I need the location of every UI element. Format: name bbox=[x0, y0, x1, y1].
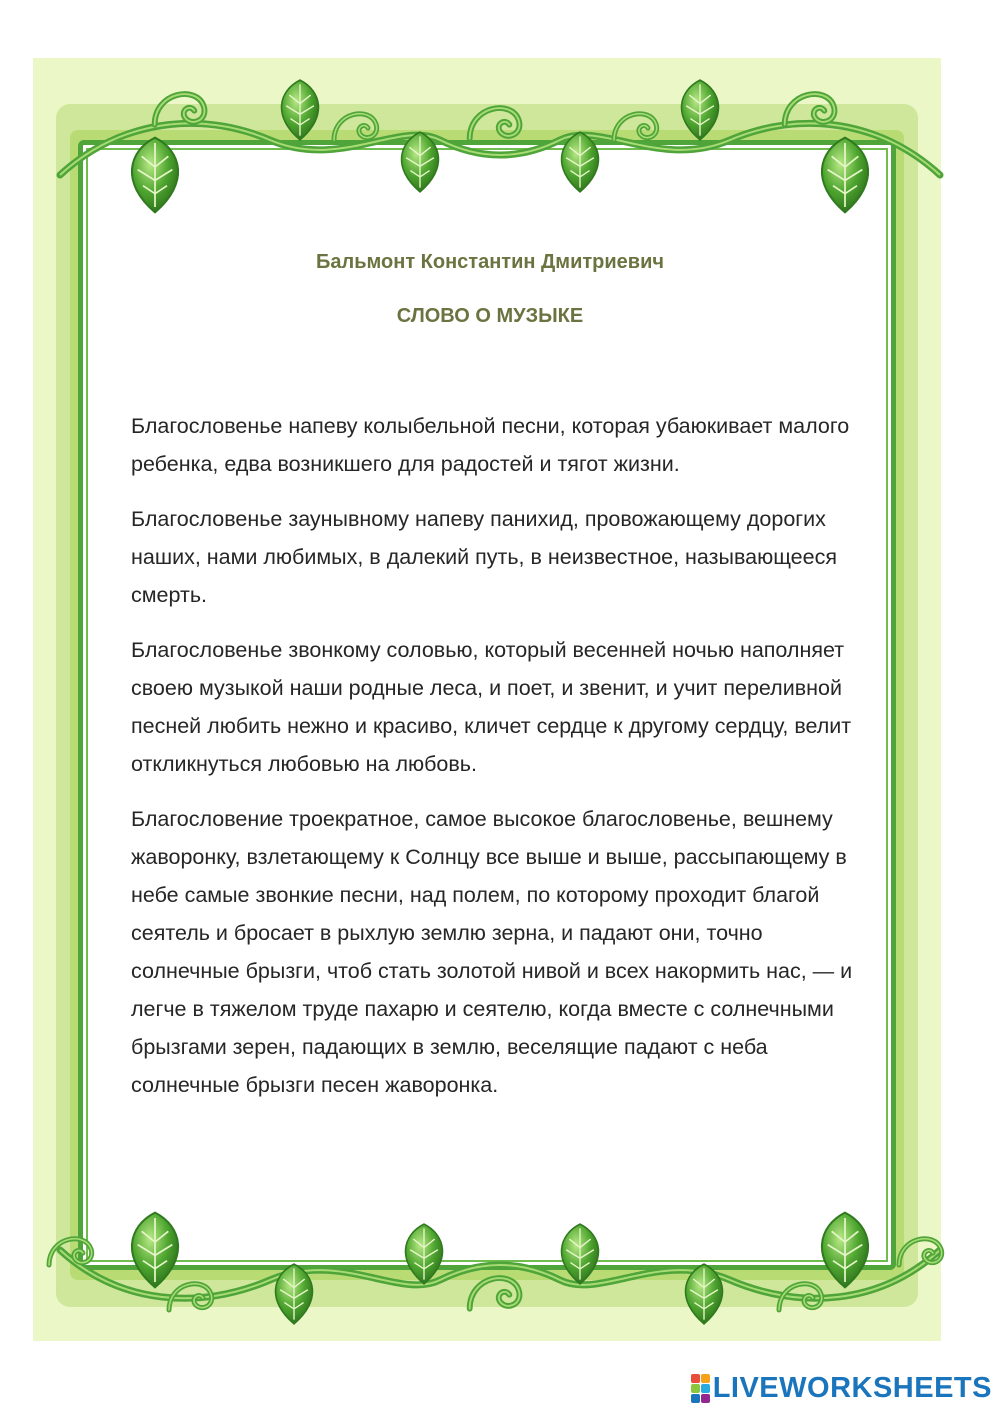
paragraph: Благословение троекратное, самое высокое благословенье, вешнему жаворонку, взлетающему к Солнцу все выше и выше, рассыпающему в небе самые звонкие песни, над полем, по которому проходит благой сеятель и бросает в рыхлую землю зерна, и падают они, точно солнечные брызги, чтоб стать золотой нивой и всех накормить нас, — и легче в тяжелом труде пахарю и сеятелю, когда вместе с солнечными брызгами зерен, падающих в землю, веселящие падают с неба солнечные брызги песен жаворонка. bbox=[131, 807, 853, 1097]
logo-square bbox=[701, 1394, 710, 1403]
page-title: СЛОВО О МУЗЫКЕ bbox=[396, 305, 584, 327]
paragraph: Благословенье звонкому соловью, который весенней ночью наполняет своею музыкой наши родные леса, и поет, и звенит, и учит переливной песней любить нежно и красиво, кличет сердце к другому сердцу, велит откликнуться любовью на любовь. bbox=[131, 638, 852, 776]
author-name: Бальмонт Константин Дмитриевич bbox=[316, 251, 664, 273]
paragraph: Благословенье напеву колыбельной песни, которая убаюкивает малого ребенка, едва возникшего для радостей и тягот жизни. bbox=[131, 414, 850, 476]
logo-square bbox=[701, 1384, 710, 1393]
logo-square bbox=[701, 1374, 710, 1383]
paragraph: Благословенье заунывному напеву панихид, провожающему дорогих наших, нами любимых, в далекий путь, в неизвестное, называющееся смерть. bbox=[131, 507, 837, 607]
logo-square bbox=[691, 1374, 700, 1383]
logo-square bbox=[691, 1394, 700, 1403]
logo-square bbox=[691, 1384, 700, 1393]
logo-grid-icon bbox=[691, 1374, 710, 1403]
liveworksheets-logo[interactable] bbox=[691, 1372, 992, 1405]
brand-name: LIVEWORKSHEETS bbox=[712, 1372, 992, 1404]
document-body bbox=[131, 407, 861, 1121]
